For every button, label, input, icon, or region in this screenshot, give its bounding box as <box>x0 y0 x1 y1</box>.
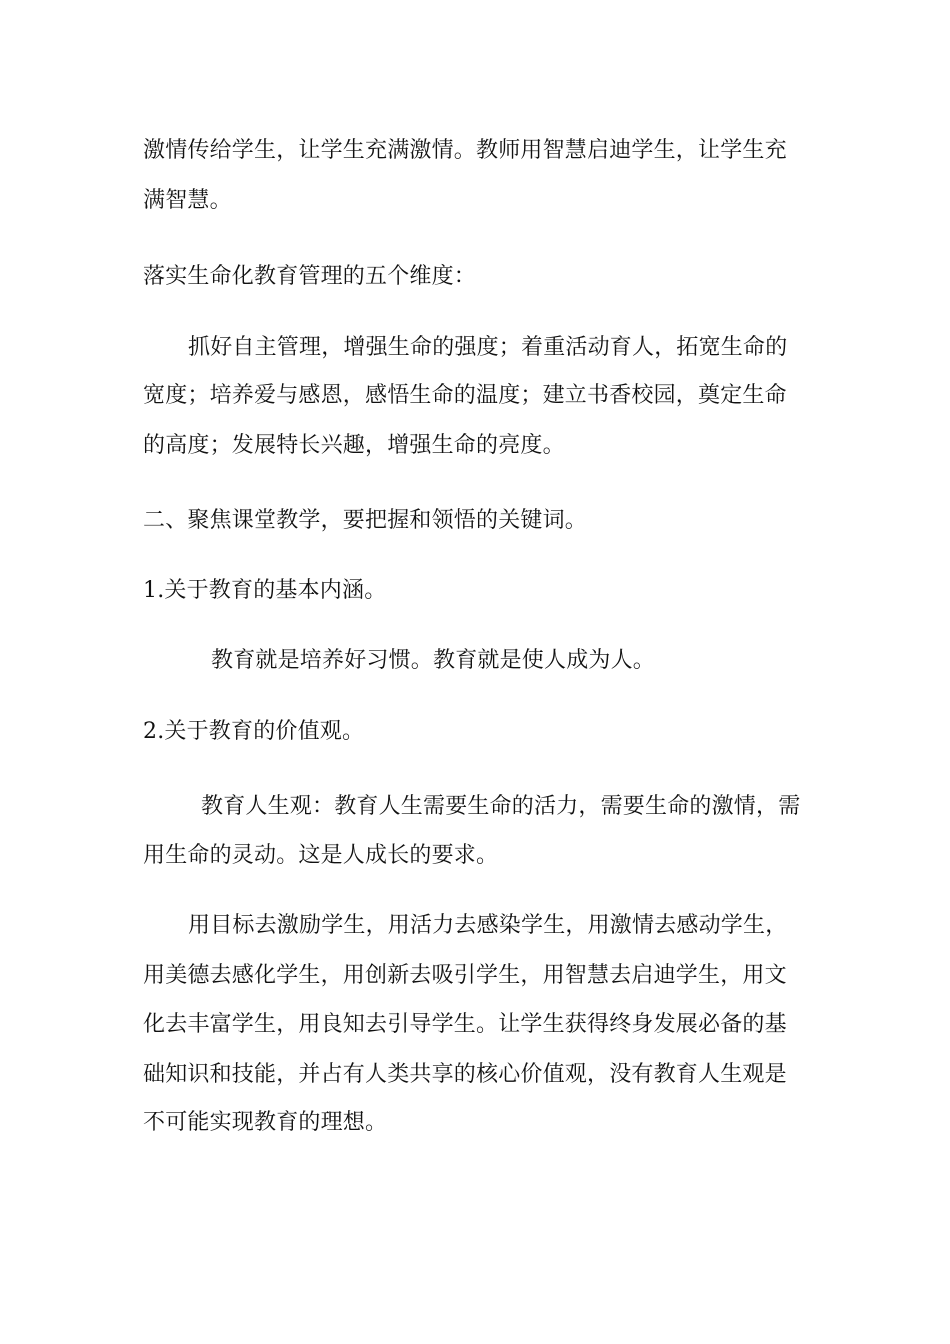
paragraph-3-line-4: 础知识和技能，并占有人类共享的核心价值观，没有教育人生观是 <box>143 1062 787 1087</box>
heading-five-dimensions: 落实生命化教育管理的五个维度： <box>143 264 477 289</box>
paragraph-2-line-2: 宽度；培养爱与感恩，感悟生命的温度；建立书香校园，奠定生命 <box>143 383 787 408</box>
item-1-text: 教育就是培养好习惯。教育就是使人成为人。 <box>211 648 656 673</box>
item-2-title: 2.关于教育的价值观。 <box>143 719 365 744</box>
paragraph-2-line-1: 抓好自主管理，增强生命的强度；着重活动育人，拓宽生命的 <box>188 335 788 360</box>
paragraph-3-line-1: 用目标去激励学生，用活力去感染学生，用激情去感动学生， <box>188 913 788 938</box>
paragraph-3-line-5: 不可能实现教育的理想。 <box>143 1110 388 1135</box>
paragraph-3-line-2: 用美德去感化学生，用创新去吸引学生，用智慧去启迪学生，用文 <box>143 963 787 988</box>
paragraph-1-line-2: 满智慧。 <box>143 188 232 213</box>
item-2-text-line-2: 用生命的灵动。这是人成长的要求。 <box>143 843 499 868</box>
paragraph-1-line-1: 激情传给学生，让学生充满激情。教师用智慧启迪学生，让学生充 <box>143 138 787 163</box>
paragraph-3-line-3: 化去丰富学生，用良知去引导学生。让学生获得终身发展必备的基 <box>143 1012 787 1037</box>
item-1-title: 1.关于教育的基本内涵。 <box>143 578 387 603</box>
paragraph-2-line-3: 的高度；发展特长兴趣，增强生命的亮度。 <box>143 433 565 458</box>
section-heading-2: 二、聚焦课堂教学，要把握和领悟的关键词。 <box>143 508 588 533</box>
item-2-text-line-1: 教育人生观：教育人生需要生命的活力，需要生命的激情，需 <box>201 794 801 819</box>
